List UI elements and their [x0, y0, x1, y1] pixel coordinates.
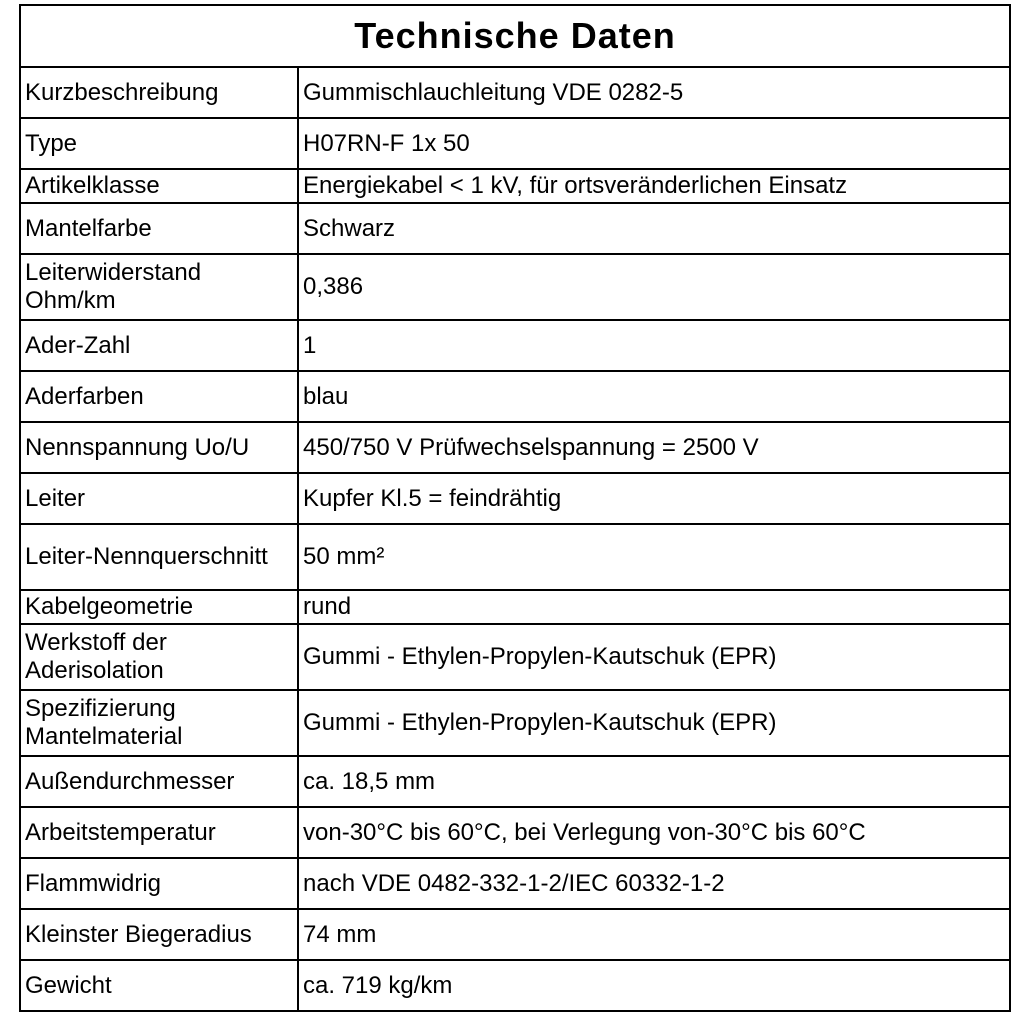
- table-row: [20, 858, 1010, 909]
- row-value: H07RN-F 1x 50: [298, 118, 1010, 169]
- row-value: blau: [298, 371, 1010, 422]
- table-row: [20, 590, 1010, 624]
- row-label: Leiter-Nennquerschnitt: [20, 524, 298, 590]
- table-row: [20, 624, 1010, 690]
- row-value: rund: [298, 590, 1010, 624]
- row-value: von-30°C bis 60°C, bei Verlegung von-30°C bis 60°C: [298, 807, 1010, 858]
- table-row: [20, 67, 1010, 118]
- row-value: ca. 719 kg/km: [298, 960, 1010, 1011]
- row-value: 1: [298, 320, 1010, 371]
- row-label: Artikelklasse: [20, 169, 298, 203]
- spec-sheet: [19, 4, 1009, 1013]
- table-title: Technische Daten: [20, 5, 1010, 67]
- row-label: Aderfarben: [20, 371, 298, 422]
- table-row: [20, 320, 1010, 371]
- row-label: Nennspannung Uo/U: [20, 422, 298, 473]
- table-row: [20, 807, 1010, 858]
- row-label: Werkstoff der Aderisolation: [20, 624, 298, 690]
- row-value: Kupfer Kl.5 = feindrähtig: [298, 473, 1010, 524]
- row-label: Flammwidrig: [20, 858, 298, 909]
- table-row: [20, 473, 1010, 524]
- table-row: [20, 524, 1010, 590]
- row-value: 0,386: [298, 254, 1010, 320]
- table-row: [20, 118, 1010, 169]
- table-row: [20, 909, 1010, 960]
- row-value: Gummi - Ethylen-Propylen-Kautschuk (EPR): [298, 624, 1010, 690]
- row-label: Gewicht: [20, 960, 298, 1011]
- row-label: Arbeitstemperatur: [20, 807, 298, 858]
- table-row: [20, 169, 1010, 203]
- table-row: [20, 254, 1010, 320]
- row-value: Schwarz: [298, 203, 1010, 254]
- row-label: Type: [20, 118, 298, 169]
- row-value: Gummischlauchleitung VDE 0282-5: [298, 67, 1010, 118]
- row-value: 50 mm²: [298, 524, 1010, 590]
- row-label: Spezifizierung Mantelmaterial: [20, 690, 298, 756]
- technical-data-table: [19, 4, 1011, 1012]
- row-label: Außendurchmesser: [20, 756, 298, 807]
- table-row: [20, 960, 1010, 1011]
- row-label: Kurzbeschreibung: [20, 67, 298, 118]
- table-row: [20, 371, 1010, 422]
- row-label: Leiterwiderstand Ohm/km: [20, 254, 298, 320]
- row-value: Energiekabel < 1 kV, für ortsveränderlichen Einsatz: [298, 169, 1010, 203]
- table-row: [20, 203, 1010, 254]
- row-label: Kabelgeometrie: [20, 590, 298, 624]
- row-value: Gummi - Ethylen-Propylen-Kautschuk (EPR): [298, 690, 1010, 756]
- row-label: Ader-Zahl: [20, 320, 298, 371]
- row-value: 450/750 V Prüfwechselspannung = 2500 V: [298, 422, 1010, 473]
- row-label: Kleinster Biegeradius: [20, 909, 298, 960]
- row-label: Leiter: [20, 473, 298, 524]
- table-row: [20, 690, 1010, 756]
- row-value: nach VDE 0482-332-1-2/IEC 60332-1-2: [298, 858, 1010, 909]
- row-value: 74 mm: [298, 909, 1010, 960]
- row-value: ca. 18,5 mm: [298, 756, 1010, 807]
- row-label: Mantelfarbe: [20, 203, 298, 254]
- title-row: [20, 5, 1010, 67]
- table-row: [20, 422, 1010, 473]
- table-row: [20, 756, 1010, 807]
